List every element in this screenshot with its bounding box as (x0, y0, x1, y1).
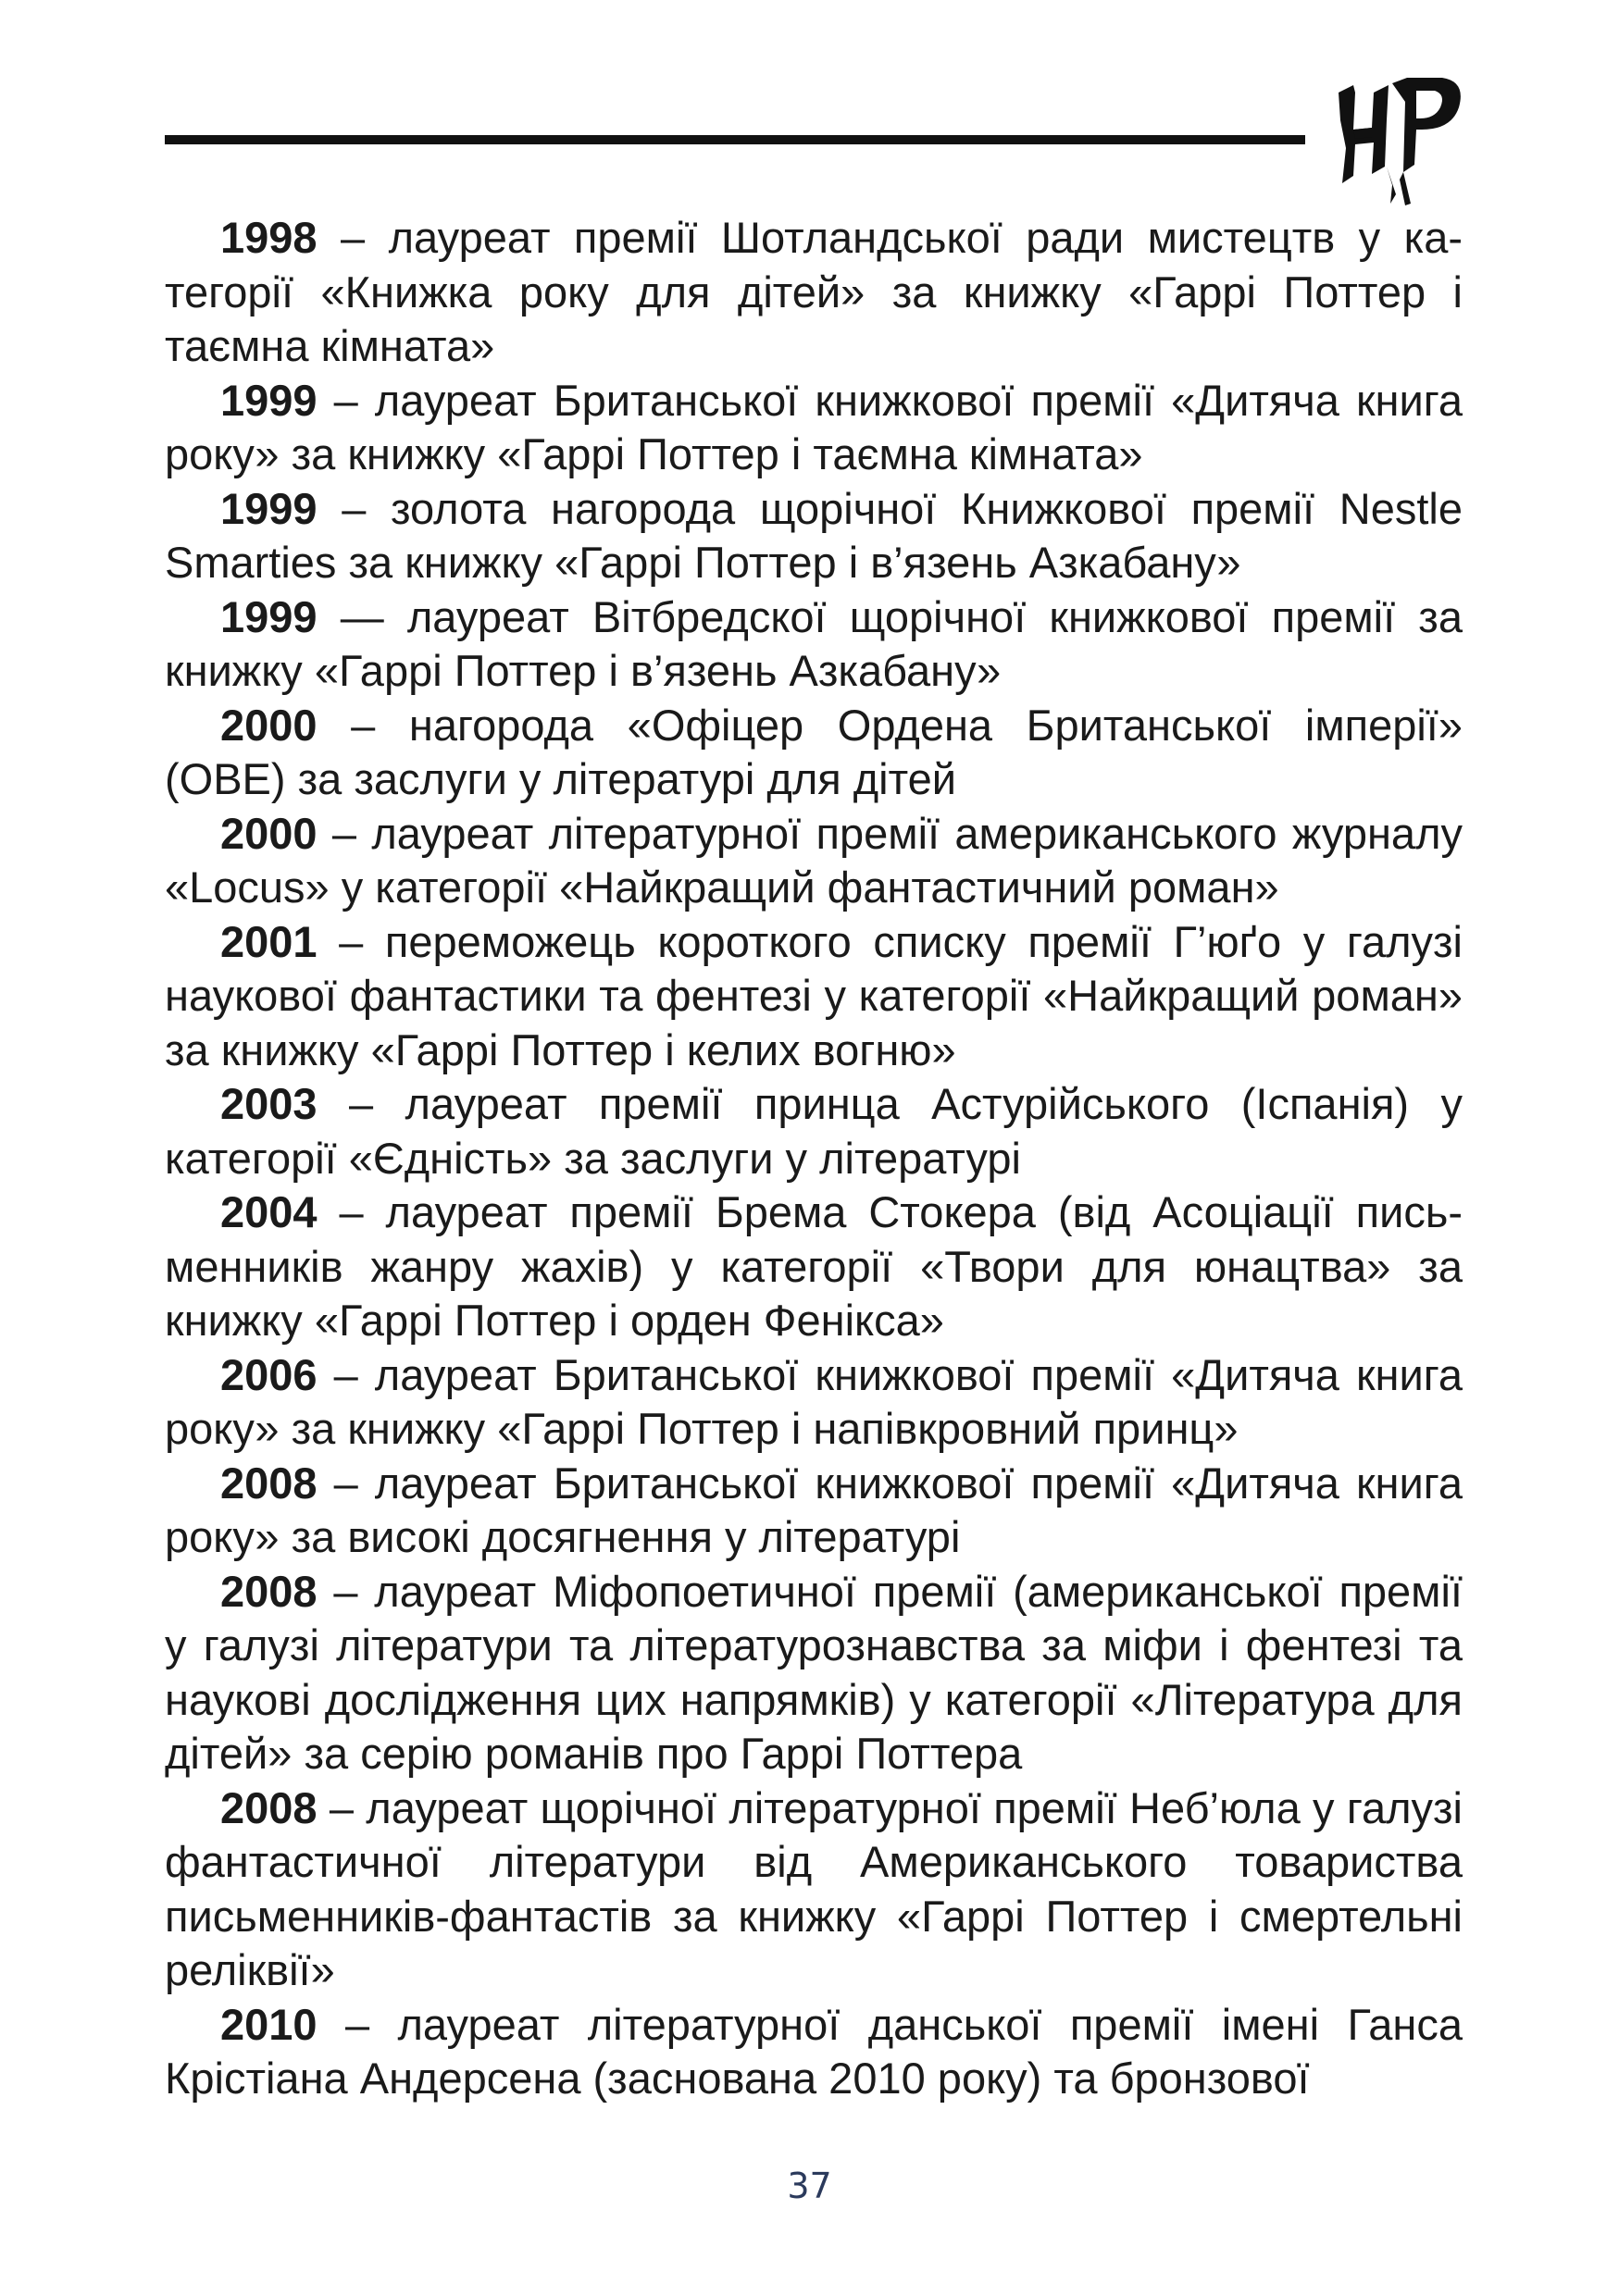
award-year: 2008 (220, 1458, 318, 1508)
award-entry (165, 1998, 1463, 2106)
award-text: – лауреат Міфопоетичної премії (американської премії у галузі літератури та літературознавства за міфи і фентезі та наукові дослідження цих напрямків) у категорії «Література для дітей» за серію романів про Гаррі Поттера (165, 1566, 1463, 1778)
award-entry (165, 1781, 1463, 1998)
awards-text (165, 211, 1463, 2106)
award-entry (165, 1348, 1463, 1457)
award-text: – золота нагорода щорічної Книжкової премії Nestle Smarties за книжку «Гаррі Поттер і в’язень Азкабану» (165, 483, 1463, 587)
award-text: – нагорода «Офіцер Ордена Британської імперії» (OBE) за заслуги у літературі для дітей (165, 700, 1463, 803)
award-text: – лауреат премії Брема Стокера (від Асоціації письменників жанру жахів) у категорії «Твори для юнацтва» за книжку «Гаррі Поттер і орден Фенікса» (165, 1187, 1463, 1345)
award-text: – лауреат Британської книжкової премії «Дитяча книга року» за книжку «Гаррі Поттер і напівкровний принц» (165, 1349, 1463, 1453)
award-year: 2006 (220, 1349, 318, 1399)
award-entry (165, 699, 1463, 807)
award-entry (165, 211, 1463, 374)
award-year: 2000 (220, 700, 318, 750)
header-rule (165, 135, 1305, 144)
award-text: – переможець короткого списку премії Г’юґо у галузі наукової фантастики та фентезі у категорії «Найкращий роман» за книжку «Гаррі Поттер і келих вогню» (165, 916, 1463, 1074)
award-text: — лауреат Вітбредскої щорічної книжкової премії за книжку «Гаррі Поттер і в’язень Азкабану» (165, 591, 1463, 695)
award-entry (165, 590, 1463, 699)
page-number: 37 (787, 2166, 832, 2206)
hp-monogram-icon (1331, 65, 1470, 213)
award-entry (165, 915, 1463, 1078)
award-text: – лауреат Британської книжкової премії «Дитяча книга року» за книжку «Гаррі Поттер і таємна кімната» (165, 375, 1463, 478)
award-text: – лауреат премії Шотландської ради мистецтв у категорії «Книжка року для дітей» за книжку «Гаррі Поттер і таємна кімната» (165, 213, 1463, 370)
award-year: 2003 (220, 1079, 318, 1128)
award-text: – лауреат премії принца Астурійського (Іспанія) у категорії «Єдність» за заслуги у літературі (165, 1079, 1463, 1183)
award-year: 2000 (220, 808, 318, 858)
award-year: 1999 (220, 591, 318, 641)
award-entry (165, 1185, 1463, 1348)
award-year: 1998 (220, 213, 318, 262)
award-text: – лауреат Британської книжкової премії «Дитяча книга року» за високі досягнення у літературі (165, 1458, 1463, 1561)
award-year: 1999 (220, 483, 318, 533)
award-year: 2001 (220, 916, 318, 966)
award-entry (165, 1565, 1463, 1781)
award-entry (165, 1077, 1463, 1185)
award-year: 2008 (220, 1782, 318, 1832)
award-entry (165, 482, 1463, 590)
award-entry (165, 374, 1463, 482)
award-text: – лауреат літературної премії американського журналу «Locus» у категорії «Найкращий фантастичний роман» (165, 808, 1463, 912)
award-entry (165, 807, 1463, 915)
award-year: 2008 (220, 1566, 318, 1616)
award-text: – лауреат літературної данської премії імені Ганса Крістіана Андерсена (заснована 2010 року) та бронзової (165, 1999, 1463, 2103)
award-year: 1999 (220, 375, 318, 425)
award-year: 2010 (220, 1999, 318, 2049)
award-text: – лауреат щорічної літературної премії Неб’юла у галузі фантастичної літератури від Американського товариства письменників-фантастів за книжку «Гаррі Поттер і смертельні реліквії» (165, 1782, 1463, 1994)
award-entry (165, 1457, 1463, 1565)
award-year: 2004 (220, 1187, 318, 1236)
